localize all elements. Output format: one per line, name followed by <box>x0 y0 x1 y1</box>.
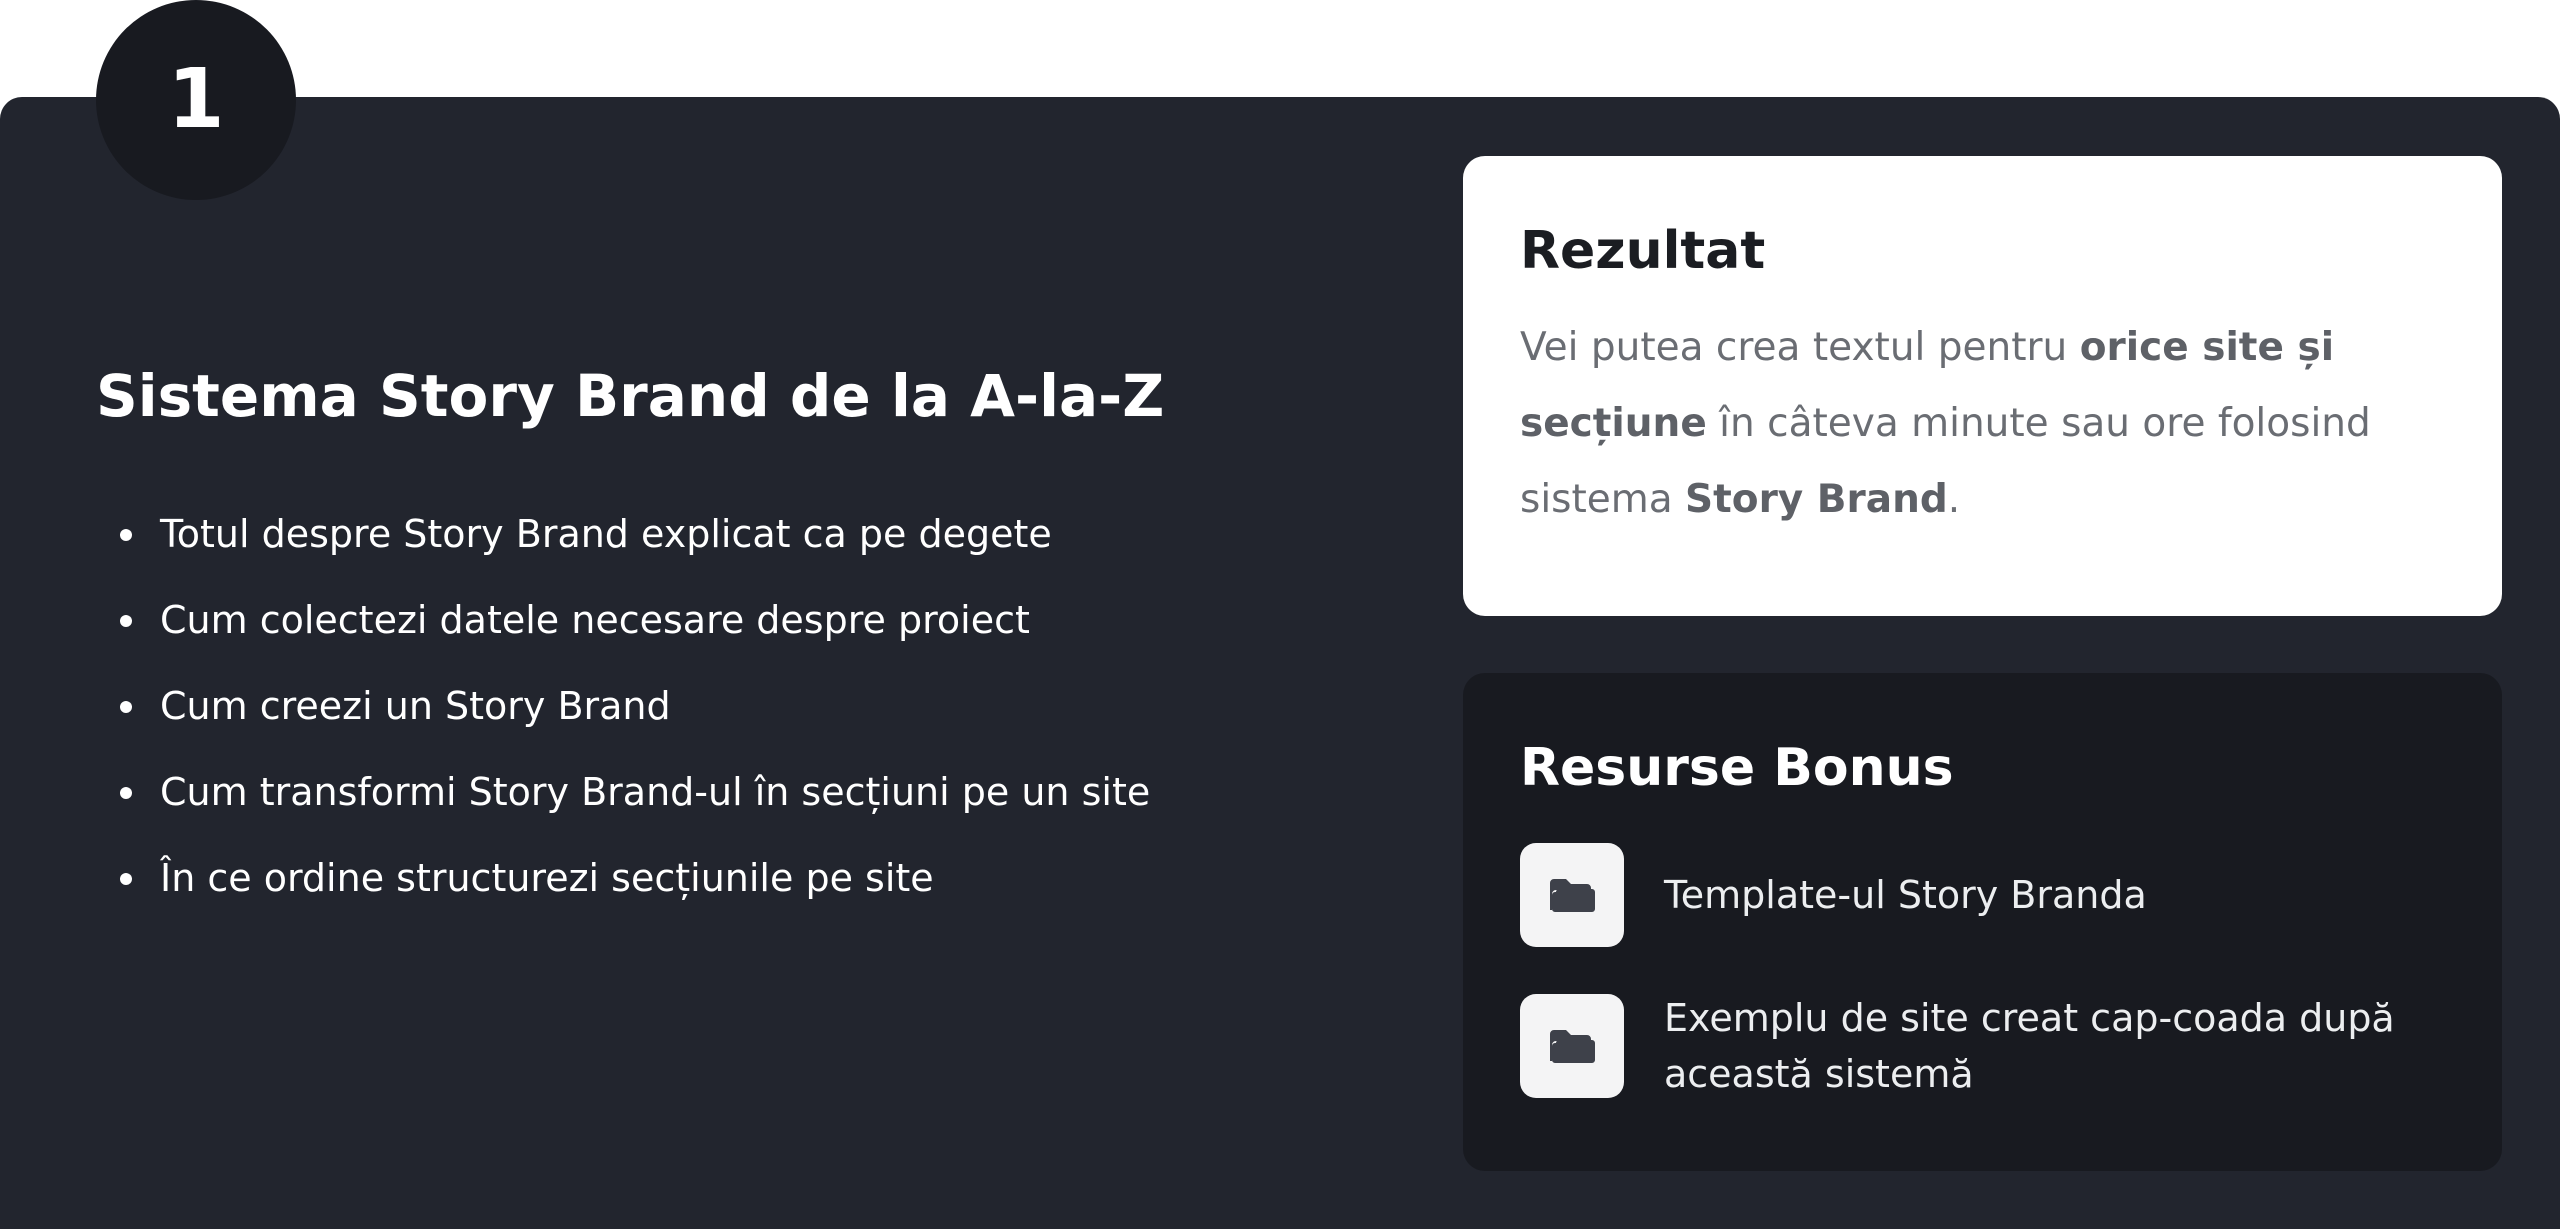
result-text-part: . <box>1947 477 1961 522</box>
module-card <box>0 97 2560 1229</box>
result-text-part: Vei putea crea textul pentru <box>1520 325 2080 370</box>
folder-icon <box>1520 843 1624 947</box>
folder-icon-glyph <box>1547 875 1597 915</box>
module-number: 1 <box>167 52 225 147</box>
bonus-resource-label: Exemplu de site creat cap-coada după această sistemă <box>1664 996 2395 1096</box>
result-box <box>1463 156 2502 616</box>
topic-item: Cum colectezi datele necesare despre proiect <box>120 585 1150 671</box>
result-text-part: în câteva minute sau ore folosind sistema <box>1520 401 2371 522</box>
folder-icon-glyph <box>1547 1026 1597 1066</box>
folder-icon <box>1520 994 1624 1098</box>
result-heading: Rezultat <box>1520 221 1766 281</box>
bonus-box <box>1463 673 2502 1171</box>
bonus-resource-template[interactable] <box>1520 843 2445 947</box>
topics-list <box>120 499 1150 929</box>
bonus-resource-example-site[interactable] <box>1520 990 2445 1102</box>
module-number-badge <box>96 0 296 200</box>
topic-item: Totul despre Story Brand explicat ca pe degete <box>120 499 1150 585</box>
bonus-heading: Resurse Bonus <box>1520 738 1954 798</box>
result-text <box>1520 310 2445 538</box>
bonus-resource-label: Template-ul Story Branda <box>1664 873 2147 917</box>
topic-item: În ce ordine structurezi secțiunile pe site <box>120 843 1150 929</box>
topic-item: Cum transformi Story Brand-ul în secțiuni pe un site <box>120 757 1150 843</box>
result-text-bold: orice site și secțiune <box>1520 325 2335 446</box>
topic-item: Cum creezi un Story Brand <box>120 671 1150 757</box>
module-title: Sistema Story Brand de la A-la-Z <box>96 362 1165 430</box>
result-text-bold: Story Brand <box>1685 477 1948 522</box>
